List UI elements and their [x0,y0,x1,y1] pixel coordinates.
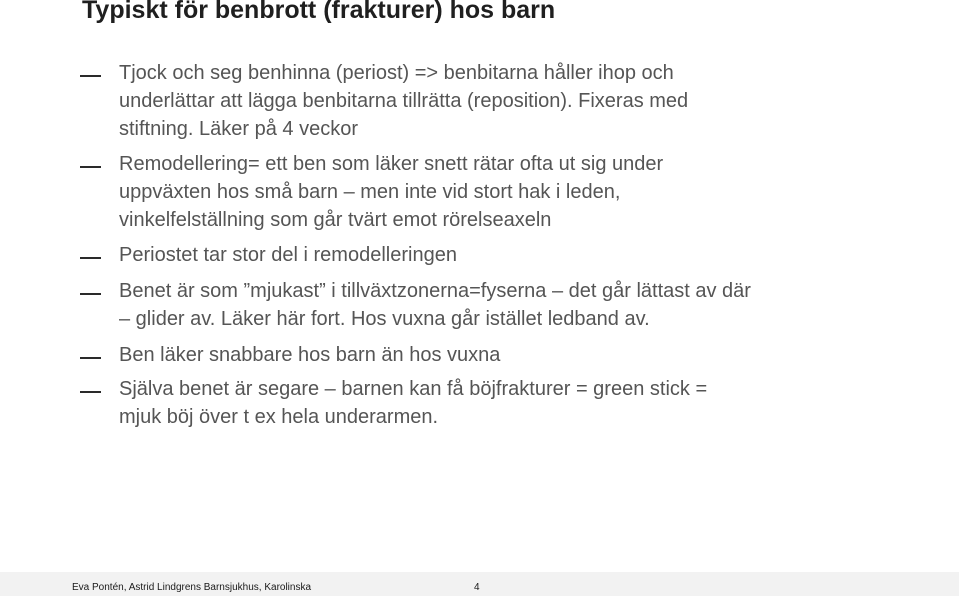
bullet-text [119,241,859,269]
dash-bullet-icon [80,293,101,295]
bullet-text [119,375,859,431]
bullet-line: Remodellering= ett ben som läker snett rätar ofta ut sig under [119,153,664,175]
dash-bullet-icon [80,357,101,359]
dash-bullet-icon [80,257,101,259]
bullet-line: Tjock och seg benhinna (periost) => benbitarna håller ihop och [119,62,674,84]
bullet-text [119,150,859,234]
footer-bar [0,572,959,596]
bullet-line: Själva benet är segare – barnen kan få böjfrakturer = green stick = [119,378,708,400]
bullet-text [119,277,859,333]
bullet-line: stiftning. Läker på 4 veckor [119,118,359,140]
bullet-text [119,341,859,369]
bullet-line: uppväxten hos små barn – men inte vid stort hak i leden, [119,181,621,203]
bullet-line: Periostet tar stor del i remodelleringen [119,244,457,266]
dash-bullet-icon [80,75,101,77]
bullet-line: – glider av. Läker här fort. Hos vuxna går istället ledband av. [119,308,650,330]
slide-title: Typiskt för benbrott (frakturer) hos barn [82,0,556,24]
bullet-line: vinkelfelställning som går tvärt emot rörelseaxeln [119,209,552,231]
bullet-line: Ben läker snabbare hos barn än hos vuxna [119,344,501,366]
dash-bullet-icon [80,391,101,393]
footer-text: Eva Pontén, Astrid Lindgrens Barnsjukhus, Karolinska [72,582,312,593]
dash-bullet-icon [80,166,101,168]
bullet-line: underlättar att lägga benbitarna tillrätta (reposition). Fixeras med [119,90,689,112]
page-number: 4 [474,582,480,593]
bullet-line: mjuk böj över t ex hela underarmen. [119,406,439,428]
bullet-line: Benet är som ”mjukast” i tillväxtzonerna=fyserna – det går lättast av där [119,280,751,302]
bullet-text [119,59,859,143]
